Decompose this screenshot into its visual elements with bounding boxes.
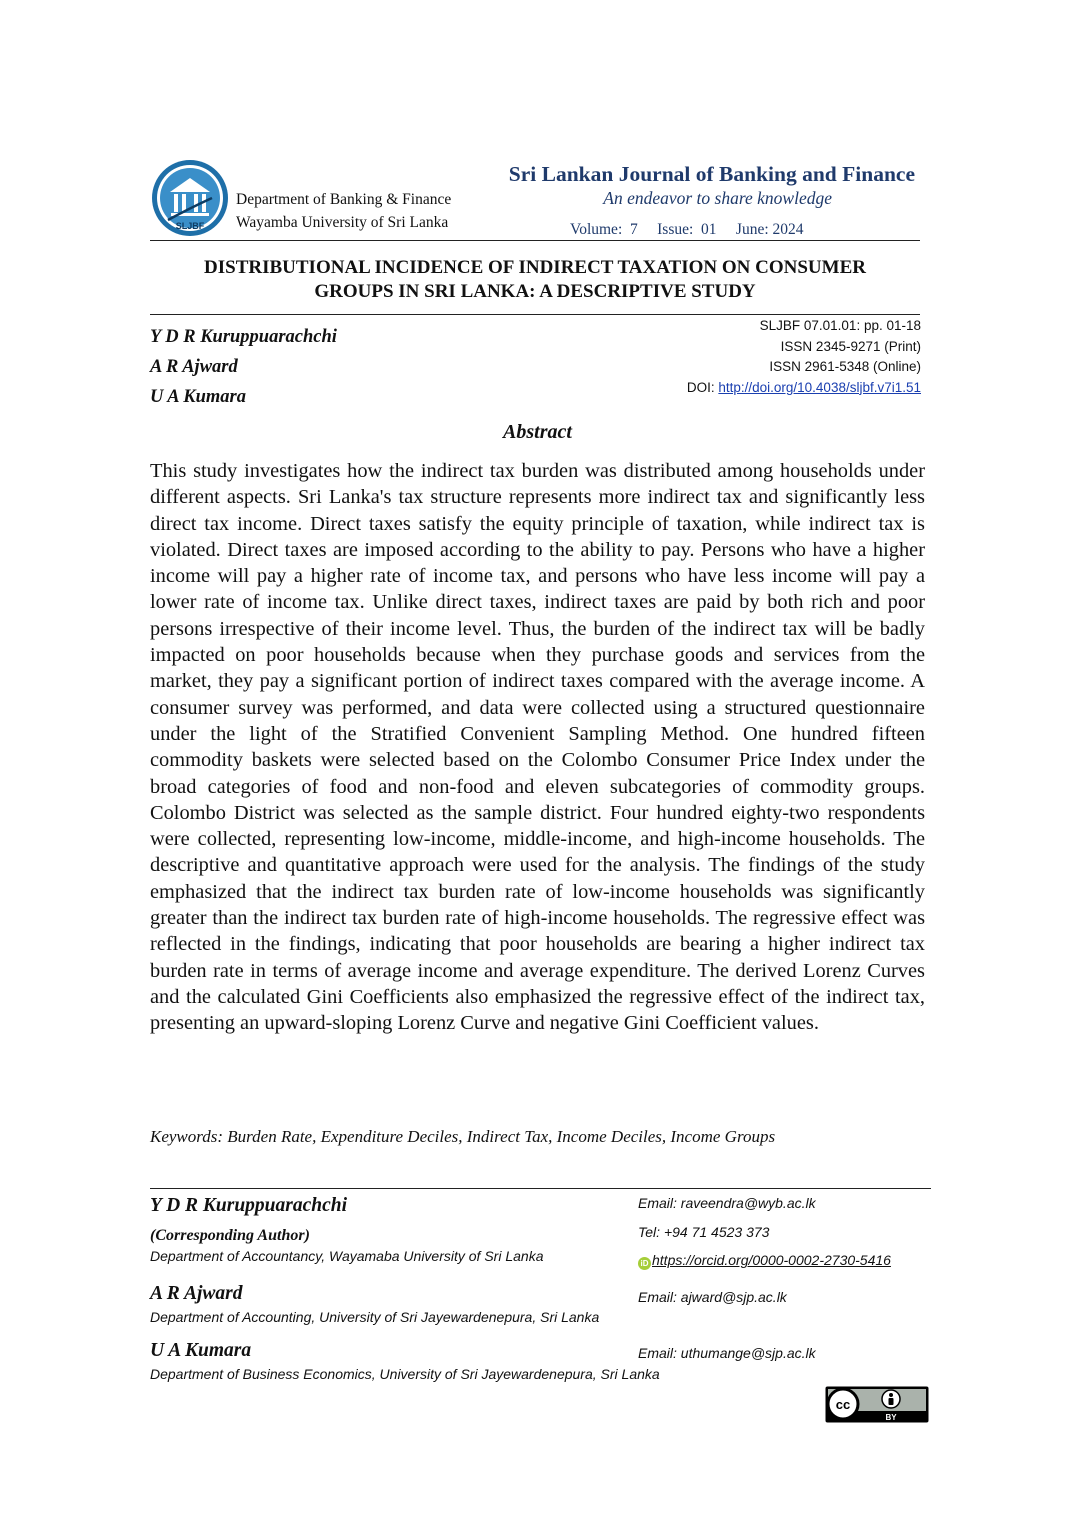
info-author-2-affiliation: Department of Accounting, University of Sri Jayewardenepura, Sri Lanka [150,1309,600,1325]
author-list [150,322,337,412]
keywords: Keywords: Burden Rate, Expenditure Deciles, Indirect Tax, Income Deciles, Income Groups [150,1127,776,1146]
abstract-text: This study investigates how the indirect tax burden was distributed among households under different aspects. Sri Lanka's tax structure represents more indirect tax and significantly less direct tax income. Direct taxes satisfy the equity principle of taxation, while indirect tax is violated. Direct taxes are imposed according to the ability to pay. Persons who have a higher income will pay a higher rate of income tax, and persons who have less income will pay a lower rate of income tax. Unlike direct taxes, indirect taxes are paid by both rich and poor persons irrespective of their income level. Thus, the burden of the indirect tax will be badly impacted on poor households because when they purchase goods and services from the market, they pay a significant portion of indirect taxes compared with the average income. A consumer survey was performed, and data were collected using a structured questionnaire under the light of the Stratified Convenient Sampling Method. One hundred fifteen commodity baskets were selected based on the Colombo Consumer Price Index under the broad categories of food and non-food and eleven subcategories of commodity groups. Colombo District was selected as the sample district. Four hundred eighty-two respondents were collected, representing low-income, middle-income, and high-income households. The descriptive and quantitative approach were used for the analysis. The findings of the study emphasized that the indirect tax burden rate of low-income households was significantly greater than the indirect tax burden rate of high-income households. The regressive effect was reflected in the findings, indicating that poor households are bearing a higher indirect tax burden rate in terms of average income and average expenditure. The derived Lorenz Curves and the calculated Gini Coefficients also emphasized the regressive effect of the indirect tax, presenting an upward-sloping Lorenz Curve and negative Gini Coefficient values. [150,460,925,1035]
info-author-3-affiliation: Department of Business Economics, University of Sri Jayewardenepura, Sri Lanka [150,1366,660,1382]
issn-print: ISSN 2345-9271 (Print) [780,338,921,354]
title-rule [150,314,920,315]
footer-rule [150,1188,931,1189]
abstract-heading: Abstract [503,421,572,443]
title-line-2: GROUPS IN SRI LANKA: A DESCRIPTIVE STUDY [314,281,756,302]
header-rule [150,240,920,241]
university-name: Wayamba University of Sri Lanka [236,214,449,231]
doi-line [600,378,921,399]
journal-logo [150,158,230,238]
author-3: U A Kumara [150,387,246,407]
orcid-icon: iD [638,1257,651,1270]
info-author-3-email[interactable]: Email: uthumange@sjp.ac.lk [638,1345,816,1361]
cc-text: cc [835,1397,851,1412]
info-author-2-email[interactable]: Email: ajward@sjp.ac.lk [638,1289,787,1305]
doi-label: DOI: [686,379,719,395]
info-author-1-affiliation: Department of Accountancy, Wayamaba University of Sri Lanka [150,1248,544,1264]
corresponding-author-label: (Corresponding Author) [150,1227,310,1244]
by-text: BY [885,1413,897,1422]
info-author-1-tel: Tel: +94 71 4523 373 [638,1224,770,1240]
issn-online: ISSN 2961-5348 (Online) [769,359,921,374]
info-author-1-email[interactable]: Email: raveendra@wyb.ac.lk [638,1195,816,1211]
paper-title [150,256,920,304]
author-1: Y D R Kuruppuarachchi [150,327,337,347]
department-block [236,188,451,234]
volume-issue-date: Volume: 7 Issue: 01 June: 2024 [570,221,804,238]
orcid-link[interactable]: https://orcid.org/0000-0002-2730-5416 [652,1252,891,1268]
info-author-3-name: U A Kumara [150,1340,252,1361]
info-author-2-name: A R Ajward [150,1283,243,1304]
article-meta [600,316,921,398]
info-author-1-name: Y D R Kuruppuarachchi [150,1195,348,1216]
orcid-line [638,1252,891,1270]
journal-tagline: An endeavor to share knowledge [603,188,832,208]
cc-by-license-badge[interactable] [825,1386,929,1423]
author-2: A R Ajward [150,357,238,377]
logo-text: SLJBF [175,221,205,231]
doi-link[interactable]: http://doi.org/10.4038/sljbf.v7i1.51 [718,379,921,395]
title-line-1: DISTRIBUTIONAL INCIDENCE OF INDIRECT TAXATION ON CONSUMER [204,257,866,278]
department-name: Department of Banking & Finance [236,191,452,208]
article-ref: SLJBF 07.01.01: pp. 01-18 [759,318,921,333]
journal-name: Sri Lankan Journal of Banking and Finance [508,162,915,186]
